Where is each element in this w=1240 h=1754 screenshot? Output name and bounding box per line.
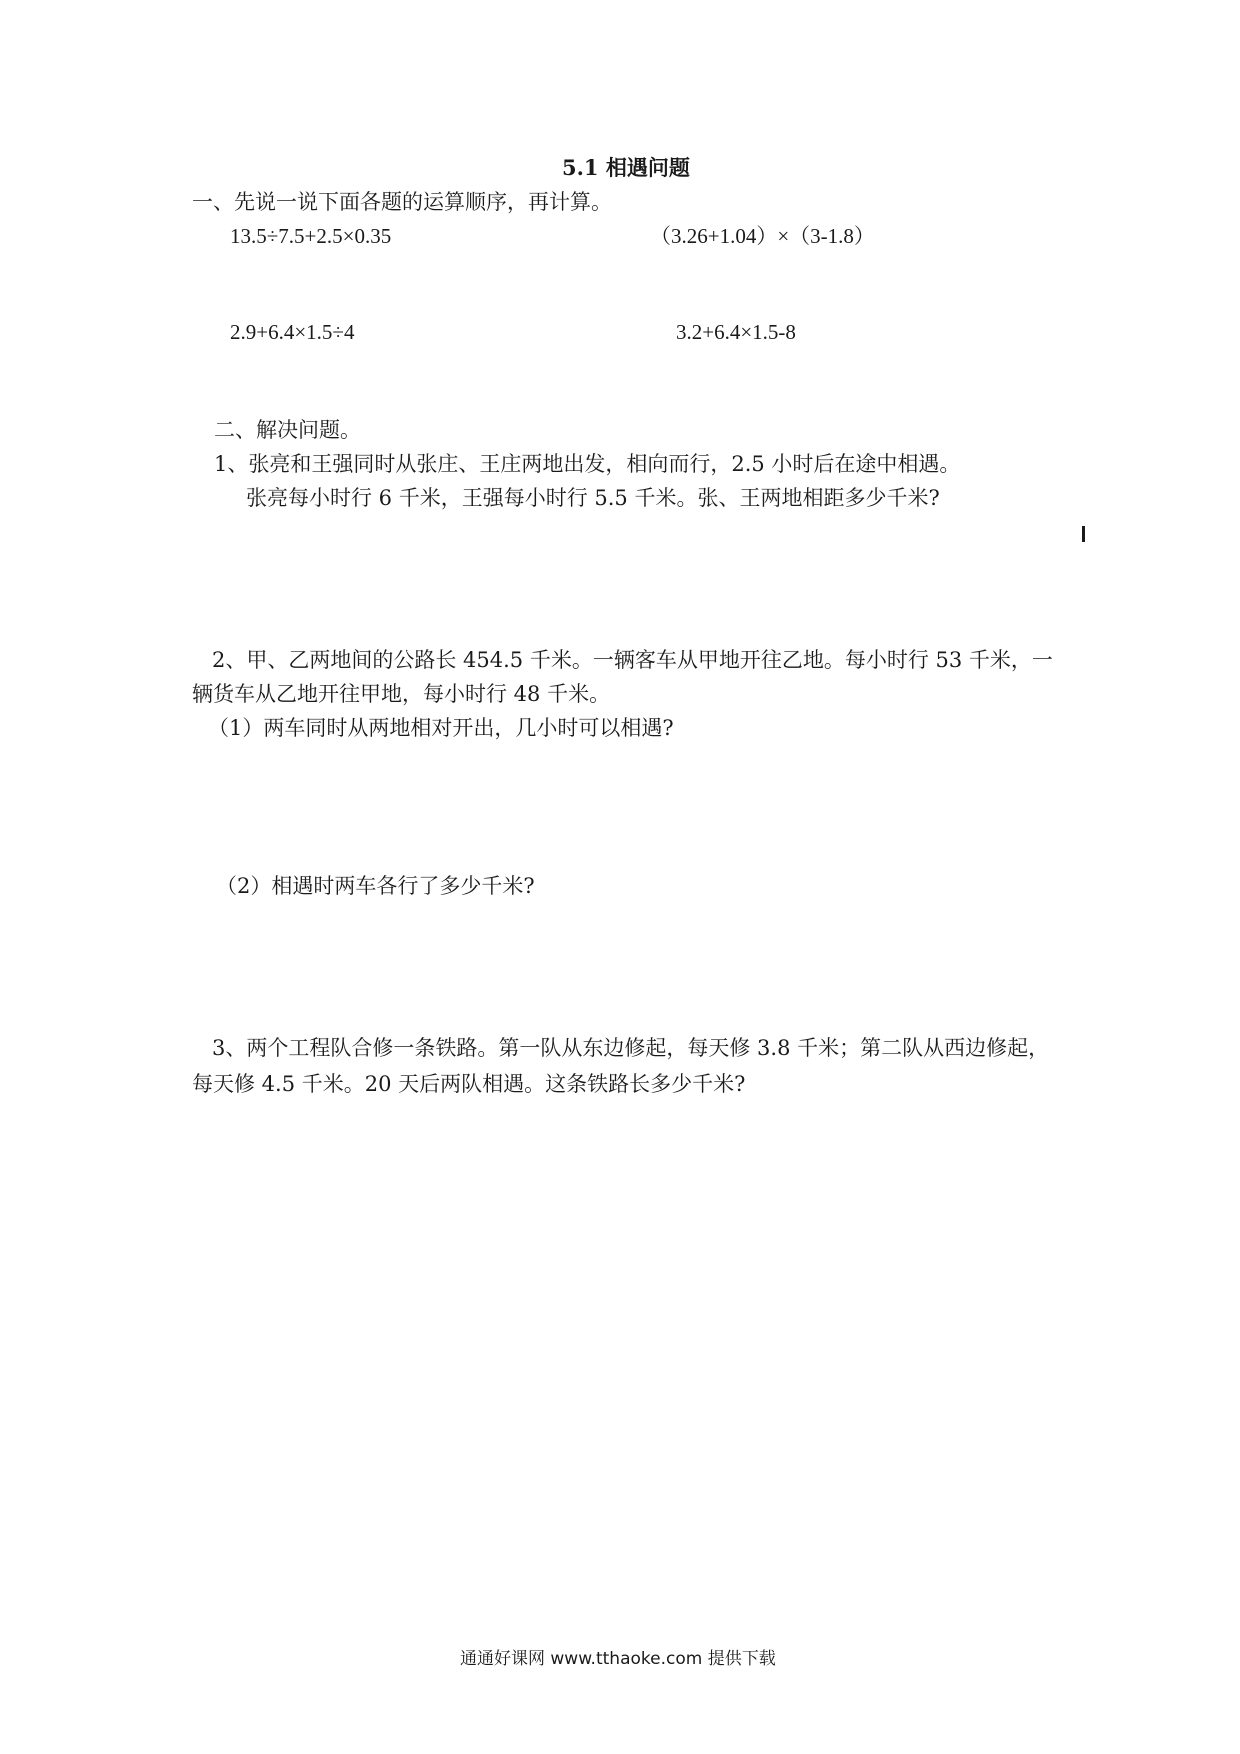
expression-1: 13.5÷7.5+2.5×0.35 [230,224,392,248]
question-3-line-1: 3、两个工程队合修一条铁路。第一队从东边修起，每天修 3.8 千米；第二队从西边修起， [212,1036,1050,1060]
section-1-heading: 一、先说一说下面各题的运算顺序，再计算。 [192,190,612,214]
expression-3: 2.9+6.4×1.5÷4 [230,320,355,344]
footer-download-note: 通通好课网 www.tthaoke.com 提供下载 [460,1649,776,1669]
expression-4: 3.2+6.4×1.5-8 [676,320,796,344]
question-2-sub-2: （2）相遇时两车各行了多少千米? [216,874,535,898]
text-cursor [1082,526,1085,542]
question-2-line-2: 辆货车从乙地开往甲地，每小时行 48 千米。 [192,682,611,706]
question-2-line-1: 2、甲、乙两地间的公路长 454.5 千米。一辆客车从甲地开往乙地。每小时行 53 千米，一 [212,648,1053,672]
question-3-line-2: 每天修 4.5 千米。20 天后两队相遇。这条铁路长多少千米? [192,1072,746,1096]
question-1-line-2: 张亮每小时行 6 千米，王强每小时行 5.5 千米。张、王两地相距多少千米? [246,486,940,510]
section-2-heading: 二、解决问题。 [214,418,361,442]
question-2-sub-1: （1）两车同时从两地相对开出，几小时可以相遇? [208,716,674,740]
expression-2: （3.26+1.04）×（3-1.8） [650,224,875,248]
page-title: 5.1 相遇问题 [562,155,690,180]
question-1-line-1: 1、张亮和王强同时从张庄、王庄两地出发，相向而行，2.5 小时后在途中相遇。 [214,452,961,476]
